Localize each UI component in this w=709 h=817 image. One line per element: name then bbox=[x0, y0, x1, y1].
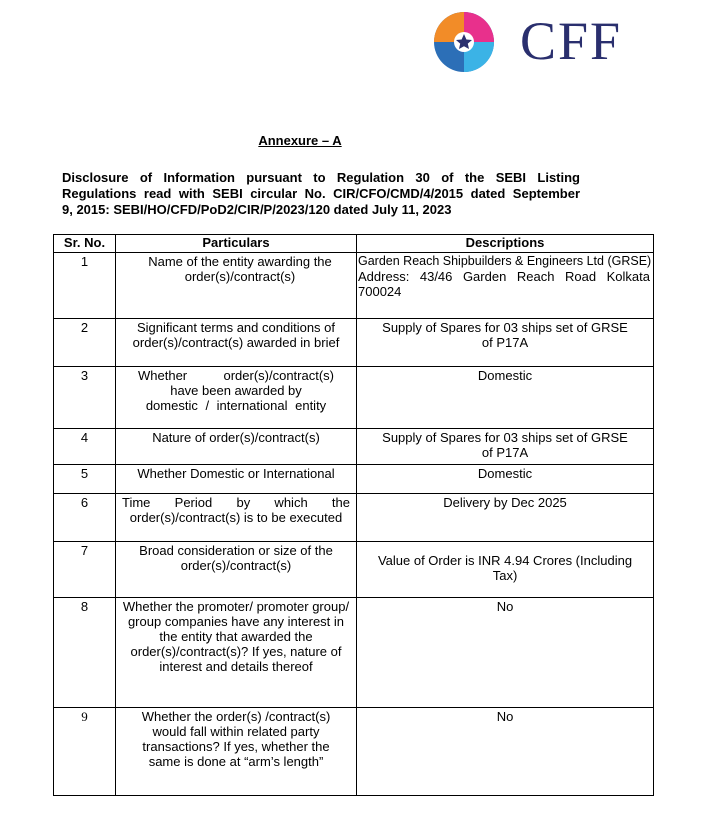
description-cell: Supply of Spares for 03 ships set of GRSE of P17A bbox=[357, 429, 654, 465]
table-row bbox=[54, 708, 654, 796]
particulars-line: have been awarded by bbox=[170, 383, 302, 398]
particulars-cell bbox=[116, 494, 357, 542]
description-cell: Supply of Spares for 03 ships set of GRSE of P17A bbox=[357, 319, 654, 367]
particulars-line: Time Period by which the bbox=[122, 495, 350, 510]
description-cell: Delivery by Dec 2025 bbox=[357, 494, 654, 542]
table-header-row bbox=[54, 235, 654, 253]
sr-cell: 6 bbox=[54, 494, 116, 542]
intro-line-2: Regulations read with SEBI circular No. CIR/CFO/CMD/4/2015 dated September bbox=[62, 186, 580, 201]
entity-name: Garden Reach Shipbuilders & Engineers Ltd (GRSE) bbox=[358, 254, 652, 268]
table-row bbox=[54, 253, 654, 319]
description-cell bbox=[357, 542, 654, 598]
description-cell: No bbox=[357, 598, 654, 708]
particulars-line: domestic / international entity bbox=[145, 398, 327, 413]
particulars-cell bbox=[116, 367, 357, 429]
header-sr-no: Sr. No. bbox=[54, 235, 116, 253]
sr-cell: 2 bbox=[54, 319, 116, 367]
intro-paragraph bbox=[62, 170, 580, 218]
sr-cell: 8 bbox=[54, 598, 116, 708]
table-row bbox=[54, 429, 654, 465]
table-row bbox=[54, 319, 654, 367]
header-descriptions: Descriptions bbox=[357, 235, 654, 253]
description-cell: Domestic bbox=[357, 465, 654, 494]
cff-logo-text: CFF bbox=[520, 11, 623, 71]
sr-cell: 3 bbox=[54, 367, 116, 429]
particulars-line: Whether order(s)/contract(s) bbox=[138, 368, 334, 383]
entity-address: Address: 43/46 Garden Reach Road Kolkata 700024 bbox=[358, 269, 650, 299]
particulars-cell: Significant terms and conditions of order(s)/contract(s) awarded in brief bbox=[116, 319, 357, 367]
description-cell: No bbox=[357, 708, 654, 796]
particulars-cell: Name of the entity awarding the order(s)/contract(s) bbox=[116, 253, 357, 319]
table-row bbox=[54, 494, 654, 542]
sr-cell: 7 bbox=[54, 542, 116, 598]
order-value: Value of Order is INR 4.94 Crores (Including Tax) bbox=[377, 553, 633, 583]
table-row bbox=[54, 465, 654, 494]
intro-line-3: 9, 2015: SEBI/HO/CFD/PoD2/CIR/P/2023/120 dated July 11, 2023 bbox=[62, 202, 452, 217]
cff-logo-mark-icon bbox=[426, 6, 506, 78]
sr-cell: 5 bbox=[54, 465, 116, 494]
particulars-cell: Nature of order(s)/contract(s) bbox=[116, 429, 357, 465]
header-particulars: Particulars bbox=[116, 235, 357, 253]
table-row bbox=[54, 598, 654, 708]
particulars-cell: Whether the order(s) /contract(s) would fall within related party transactions? If yes, whether the same is done at “arm’s length” bbox=[116, 708, 357, 796]
intro-line-1: Disclosure of Information pursuant to Regulation 30 of the SEBI Listing bbox=[62, 170, 580, 185]
disclosure-table bbox=[53, 234, 654, 796]
annexure-title: Annexure – A bbox=[258, 133, 342, 148]
sr-cell: 4 bbox=[54, 429, 116, 465]
description-cell bbox=[357, 253, 654, 319]
table-row bbox=[54, 542, 654, 598]
table-row bbox=[54, 367, 654, 429]
description-cell: Domestic bbox=[357, 367, 654, 429]
particulars-cell: Whether Domestic or International bbox=[116, 465, 357, 494]
sr-cell: 9 bbox=[54, 708, 116, 796]
cff-logo bbox=[426, 6, 646, 78]
particulars-line: order(s)/contract(s) is to be executed bbox=[129, 510, 343, 525]
particulars-cell: Whether the promoter/ promoter group/ group companies have any interest in the entity that awarded the order(s)/contract(s)? If yes, nature of interest and details thereof bbox=[116, 598, 357, 708]
particulars-cell: Broad consideration or size of the order(s)/contract(s) bbox=[116, 542, 357, 598]
sr-cell: 1 bbox=[54, 253, 116, 319]
